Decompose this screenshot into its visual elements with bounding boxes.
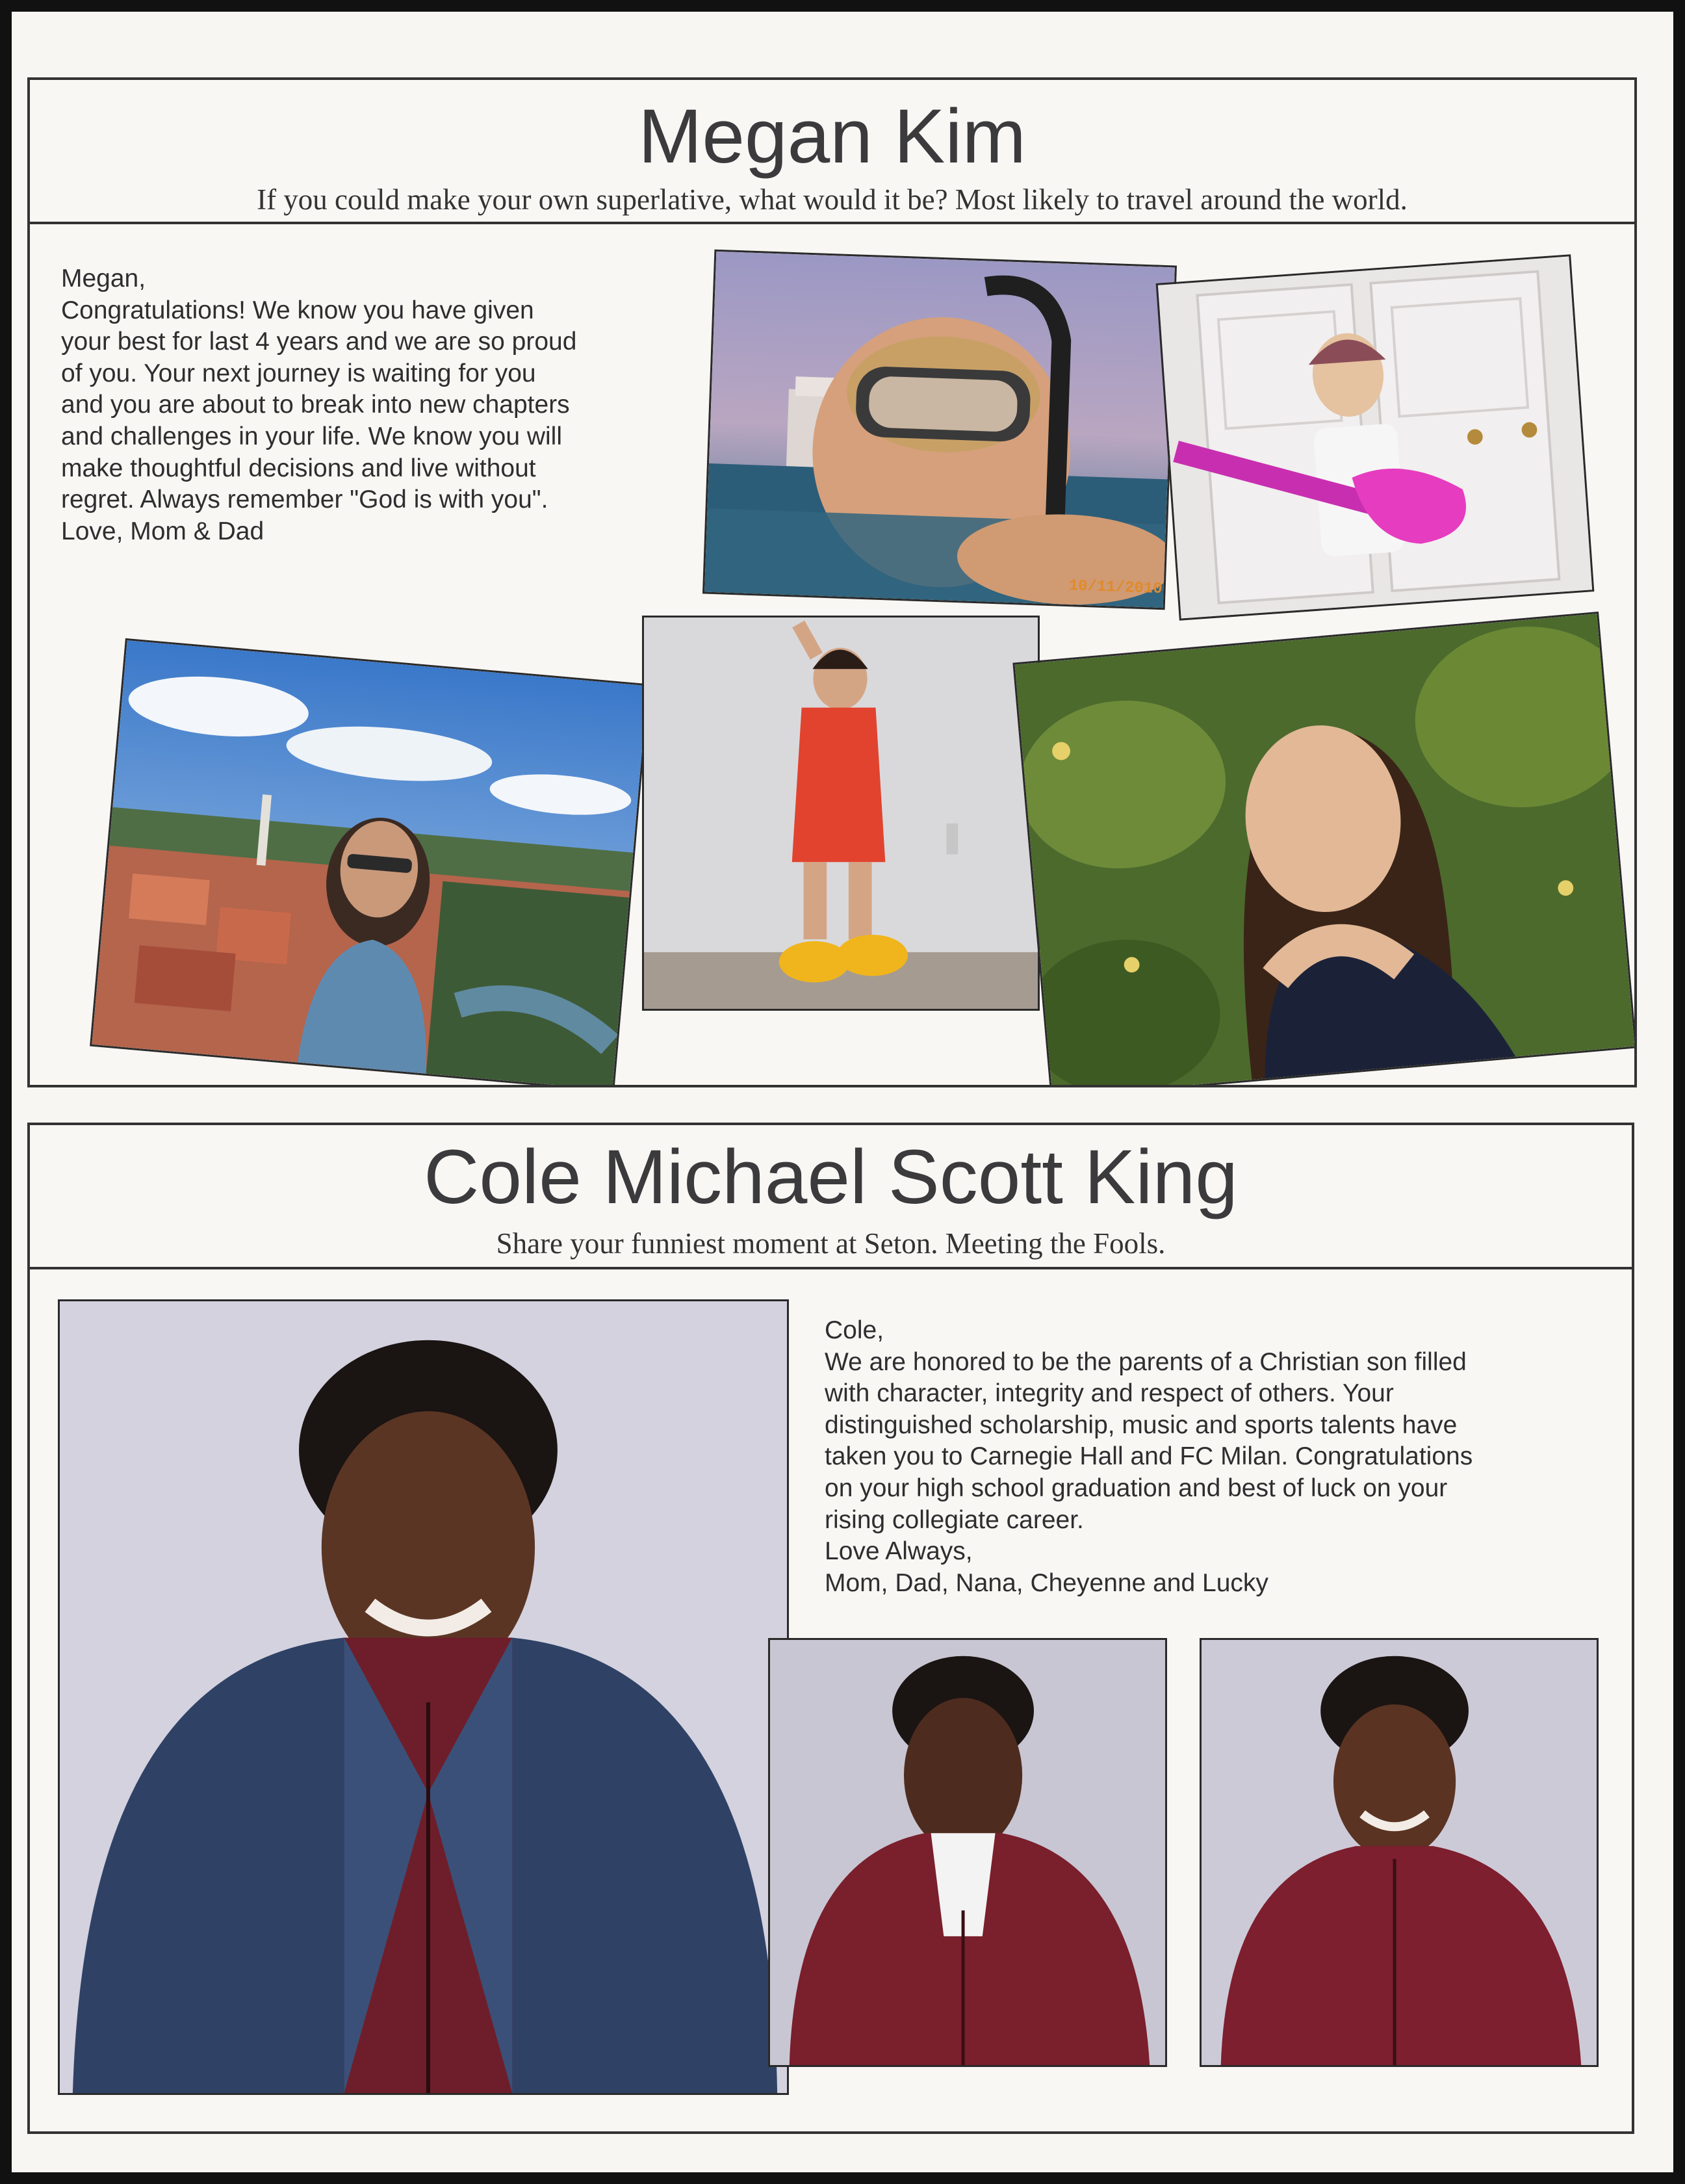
letter-line: of you. Your next journey is waiting for you [61,359,536,387]
photo-portrait-cole-collared [768,1638,1167,2067]
photo-travel-town [90,638,650,1087]
letter-line: regret. Always remember "God is with you". [61,486,548,514]
funniest-moment-prompt: Share your funniest moment at Seton. Meeting the Fools. [496,1227,1166,1260]
letter-line: rising collegiate career. [825,1505,1084,1534]
photo-snorkeling [702,250,1177,610]
student-name: Cole Michael Scott King [424,1134,1238,1220]
letter-line: Mom, Dad, Nana, Cheyenne and Lucky [825,1568,1268,1597]
photo-portrait-cole-blazer [58,1299,789,2095]
letter-line: Megan, [61,265,146,292]
date-stamp: 10/11/2010 [1068,577,1163,599]
header-divider [30,1267,1632,1269]
profile-panel-cole [27,1123,1634,2134]
letter-line: distinguished scholarship, music and sports talents have [825,1410,1458,1439]
photo-portrait-cole-sweater [1200,1638,1599,2067]
letter-line: with character, integrity and respect of others. Your [825,1379,1394,1408]
parent-letter [825,1315,1473,1599]
letter-line: make thoughtful decisions and live without [61,454,536,482]
header-divider [30,222,1634,224]
letter-line: Love Always, [825,1537,973,1566]
letter-line: Cole, [825,1316,884,1344]
letter-line: Love, Mom & Dad [61,517,264,545]
photo-toddler [642,616,1040,1011]
profile-panel-megan [27,77,1637,1087]
student-name: Megan Kim [638,94,1026,179]
letter-line: Congratulations! We know you have given [61,296,534,324]
letter-line: taken you to Carnegie Hall and FC Milan. Congratulations [825,1442,1473,1471]
parent-letter [61,263,576,547]
letter-line: your best for last 4 years and we are so proud [61,328,577,356]
letter-line: and challenges in your life. We know you will [61,422,563,450]
photo-portrait-megan [1012,612,1636,1087]
letter-line: We are honored to be the parents of a Christian son filled [825,1347,1467,1376]
superlative-prompt: If you could make your own superlative, what would it be? Most likely to travel around the world. [257,183,1408,216]
letter-line: and you are about to break into new chapters [61,391,570,419]
yearbook-page [12,12,1673,2172]
photo-toy-guitar [1156,254,1595,620]
letter-line: on your high school graduation and best of luck on your [825,1474,1448,1502]
